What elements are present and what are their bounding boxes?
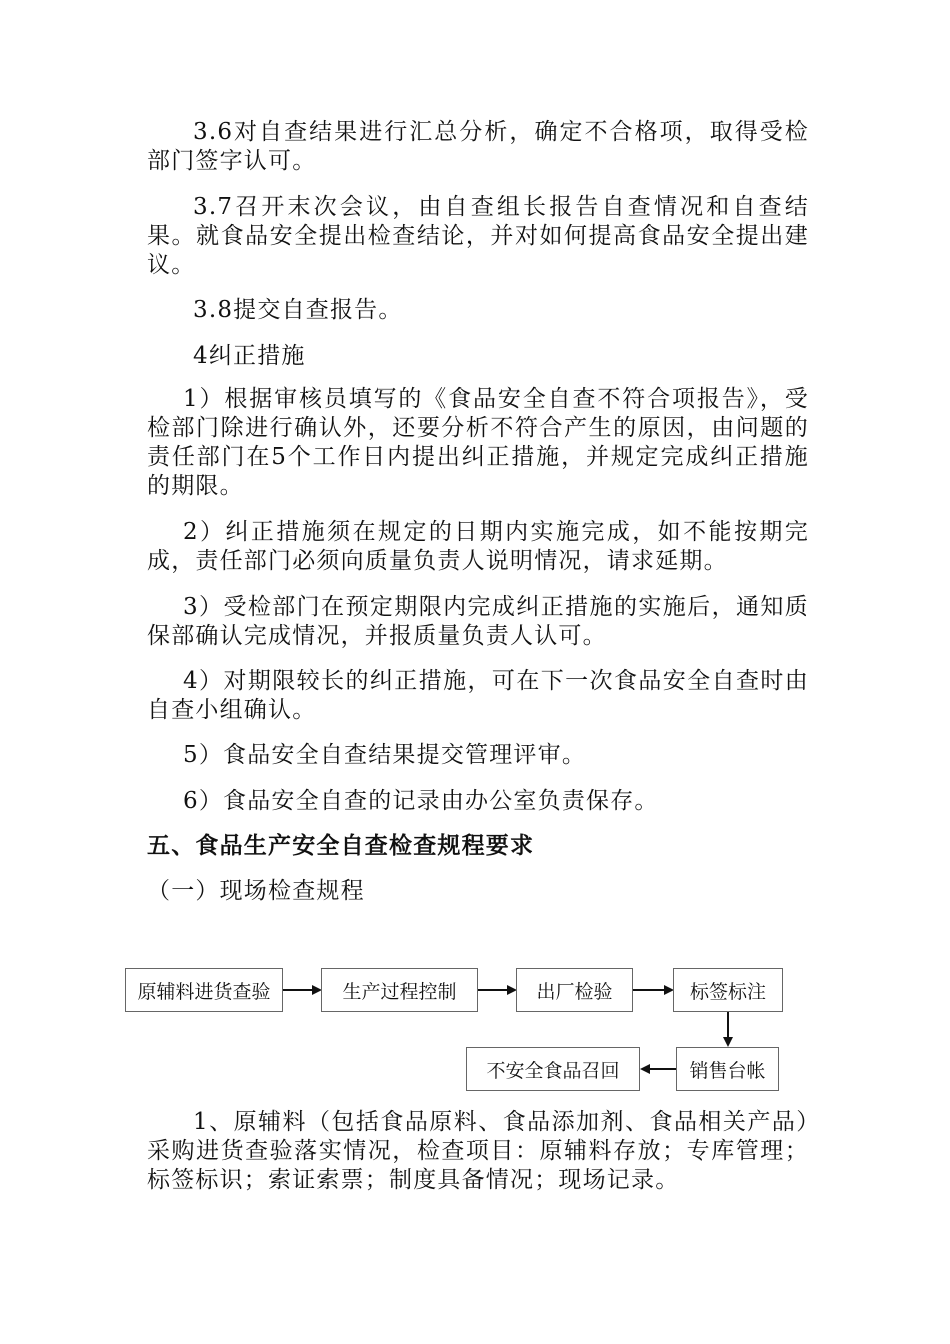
corrective-item-5: 5）食品安全自查结果提交管理评审。 [183, 742, 587, 768]
corrective-item-3: 3）受检部门在预定期限内完成纠正措施的实施后，通知质保部确认完成情况，并报质量负责人认可。 [147, 594, 809, 649]
inspection-item-1: 1、原辅料（包括食品原料、食品添加剂、食品相关产品）采购进货查验落实情况，检查项目：原辅料存放；专库管理；标签标识；索证索票；制度具备情况；现场记录。 [147, 1109, 809, 1193]
corrective-item-6: 6）食品安全自查的记录由办公室负责保存。 [183, 788, 659, 814]
flow-box-label-marking: 标签标注 [673, 968, 783, 1012]
section-4-title: 4纠正措施 [193, 343, 306, 369]
flow-box-factory-inspection: 出厂检验 [516, 968, 633, 1012]
flow-box-raw-material-inspection: 原辅料进货查验 [125, 968, 283, 1012]
paragraph-3-6: 3.6对自查结果进行汇总分析，确定不合格项，取得受检部门签字认可。 [147, 119, 809, 174]
corrective-item-2: 2）纠正措施须在规定的日期内实施完成，如不能按期完成，责任部门必须向质量负责人说明情况，请求延期。 [147, 519, 809, 574]
flow-box-unsafe-food-recall: 不安全食品召回 [466, 1047, 640, 1091]
paragraph-3-7: 3.7召开末次会议，由自查组长报告自查情况和自查结果。就食品安全提出检查结论，并对如何提高食品安全提出建议。 [147, 194, 809, 278]
corrective-item-4: 4）对期限较长的纠正措施，可在下一次食品安全自查时由自查小组确认。 [147, 668, 809, 723]
flow-box-sales-ledger: 销售台帐 [676, 1047, 779, 1091]
subsection-1-heading: （一）现场检查规程 [147, 878, 365, 904]
corrective-item-1: 1）根据审核员填写的《食品安全自查不符合项报告》，受检部门除进行确认外，还要分析不符合产生的原因，由问题的责任部门在5个工作日内提出纠正措施，并规定完成纠正措施的期限。 [147, 386, 809, 499]
paragraph-3-8: 3.8提交自查报告。 [193, 297, 403, 323]
flow-box-production-control: 生产过程控制 [321, 968, 478, 1012]
section-5-heading: 五、食品生产安全自查检查规程要求 [147, 833, 535, 859]
